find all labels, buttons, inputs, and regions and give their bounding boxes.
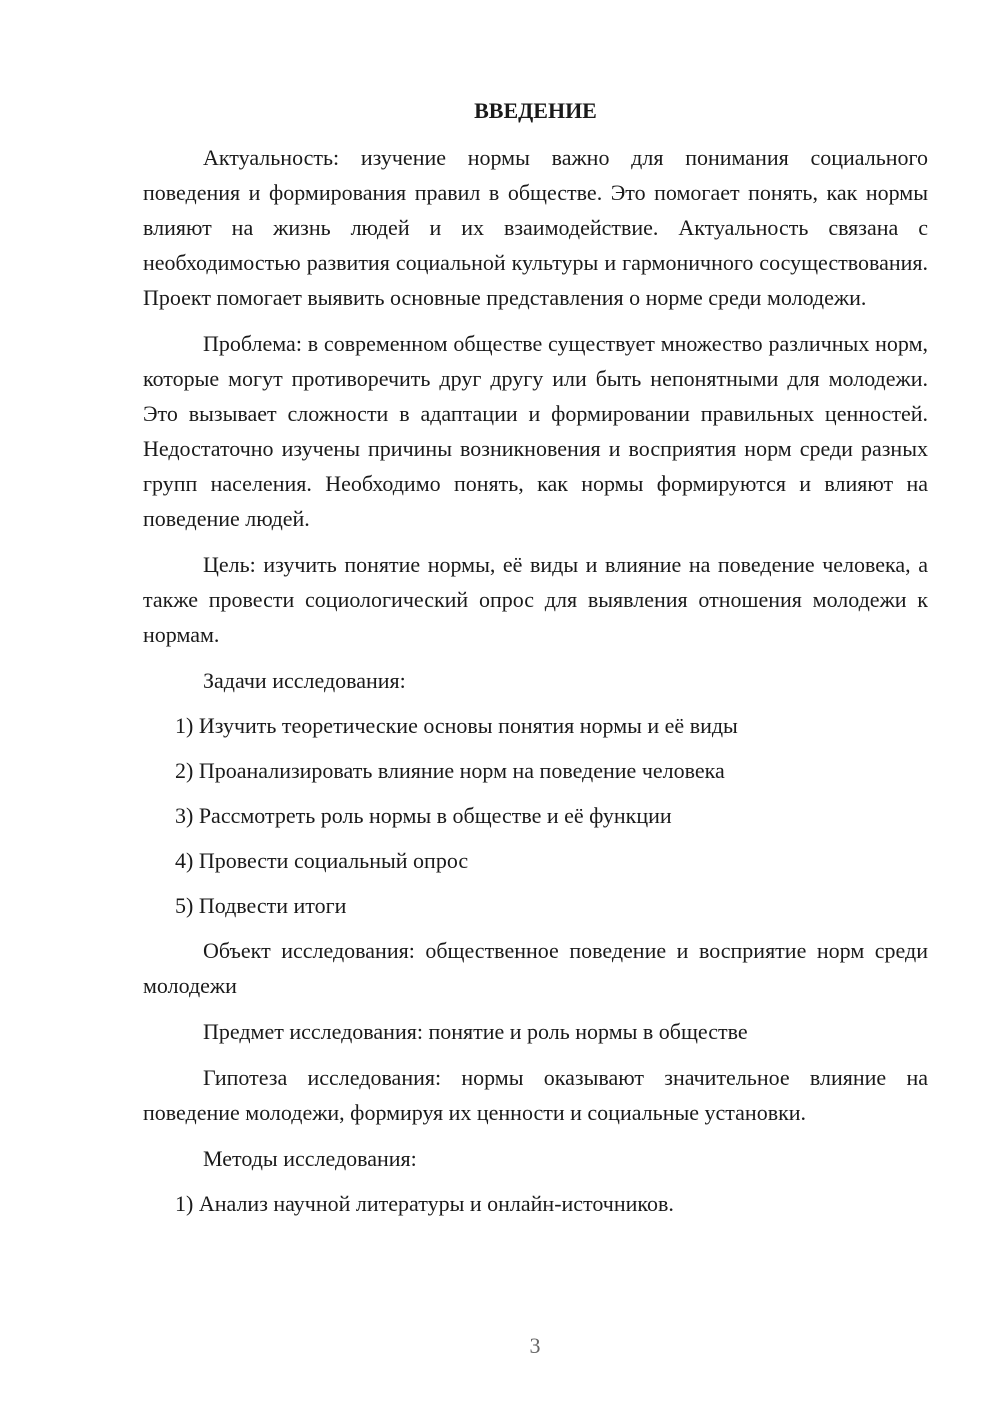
goal-paragraph: Цель: изучить понятие нормы, её виды и влияние на поведение человека, а также провести социологический опрос для выявления отношения молодежи к нормам.: [143, 552, 928, 647]
page-title: ВВЕДЕНИЕ: [474, 98, 597, 123]
document-page: [143, 96, 928, 1231]
subject-paragraph: Предмет исследования: понятие и роль нормы в обществе: [203, 1019, 748, 1044]
list-item: 1) Изучить теоретические основы понятия нормы и её виды: [175, 713, 738, 738]
object-paragraph: Объект исследования: общественное поведение и восприятие норм среди молодежи: [143, 938, 928, 998]
methods-heading: Методы исследования:: [203, 1146, 417, 1171]
list-item: 1) Анализ научной литературы и онлайн-источников.: [175, 1191, 674, 1216]
hypothesis-paragraph: Гипотеза исследования: нормы оказывают значительное влияние на поведение молодежи, формируя их ценности и социальные установки.: [143, 1065, 928, 1125]
page-number: 3: [529, 1333, 541, 1358]
tasks-heading: Задачи исследования:: [203, 668, 406, 693]
methods-list: [143, 1186, 928, 1221]
list-item: 3) Рассмотреть роль нормы в обществе и её функции: [175, 803, 672, 828]
tasks-list: [143, 708, 928, 923]
list-item: 2) Проанализировать влияние норм на поведение человека: [175, 758, 725, 783]
problem-paragraph: Проблема: в современном обществе существует множество различных норм, которые могут противоречить друг другу или быть непонятными для молодежи. Это вызывает сложности в адаптации и формировании правильных ценностей. Недостаточно изучены причины возникновения и восприятия норм среди разных групп населения. Необходимо понять, как нормы формируются и влияют на поведение людей.: [143, 331, 928, 531]
list-item: 4) Провести социальный опрос: [175, 848, 469, 873]
list-item: 5) Подвести итоги: [175, 893, 347, 918]
actuality-paragraph: Актуальность: изучение нормы важно для понимания социального поведения и формирования правил в обществе. Это помогает понять, как нормы влияют на жизнь людей и их взаимодействие. Актуальность связана с необходимостью развития социальной культуры и гармоничного сосуществования. Проект помогает выявить основные представления о норме среди молодежи.: [143, 145, 928, 310]
